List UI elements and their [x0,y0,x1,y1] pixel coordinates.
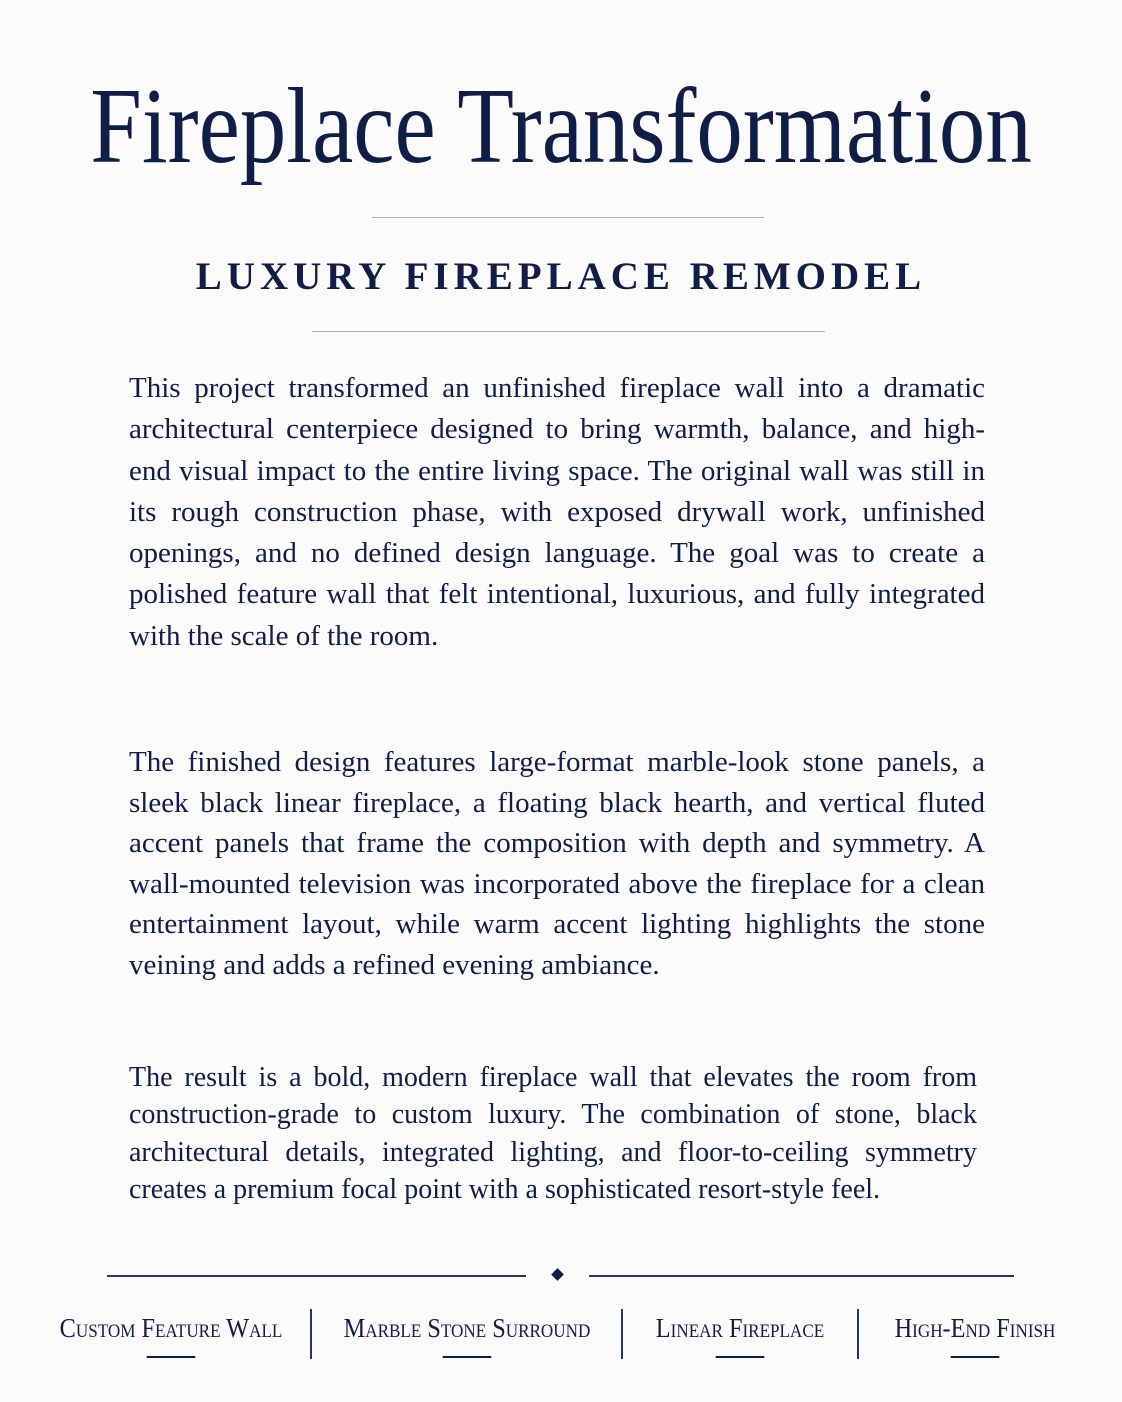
feature-separator [310,1309,312,1359]
feature-item-custom-feature-wall [44,1306,298,1358]
feature-underline [443,1356,492,1358]
feature-underline [147,1356,196,1358]
footer-divider-left [107,1275,526,1277]
page-title: Fireplace Transformation [90,67,1032,186]
feature-separator [621,1309,623,1359]
feature-underline [716,1356,765,1358]
body-paragraph-result: The result is a bold, modern fireplace wall that elevates the room from construction-grade to custom luxury. The combination of stone, black architectural details, integrated lighting, and floor-to-ceiling symmetry creates a premium focal point with a sophisticated resort-style feel. [129,1062,977,1205]
feature-item-high-end-finish [870,1306,1081,1358]
subtitle-rule [312,331,825,332]
feature-label: Custom Feature Wall [59,1313,283,1343]
feature-underline [951,1356,1000,1358]
page-subtitle: LUXURY FIREPLACE REMODEL [195,255,927,298]
feature-list [30,1306,1092,1366]
title-rule [372,217,764,218]
body-paragraph-intro: This project transformed an unfinished fireplace wall into a dramatic architectural centerpiece designed to bring warmth, balance, and high-end visual impact to the entire living space. The original wall was still in its rough construction phase, with exposed drywall work, unfinished openings, and no defined design language. The goal was to create a polished feature wall that felt intentional, luxurious, and fully integrated with the scale of the room. [129,372,985,652]
footer-divider-right [589,1275,1014,1277]
feature-separator [857,1309,859,1359]
feature-item-linear-fireplace [634,1306,846,1358]
feature-label: Linear Fireplace [655,1313,825,1343]
diamond-icon [551,1268,564,1281]
feature-item-marble-stone-surround [328,1306,607,1358]
feature-label: High-End Finish [894,1313,1056,1343]
body-paragraph-design: The finished design features large-format marble-look stone panels, a sleek black linear fireplace, a floating black hearth, and vertical fluted accent panels that frame the composition with depth and symmetry. A wall-mounted television was incorporated above the fireplace for a clean entertainment layout, while warm accent lighting highlights the stone veining and adds a refined evening ambiance. [129,746,985,981]
feature-label: Marble Stone Surround [343,1313,591,1343]
